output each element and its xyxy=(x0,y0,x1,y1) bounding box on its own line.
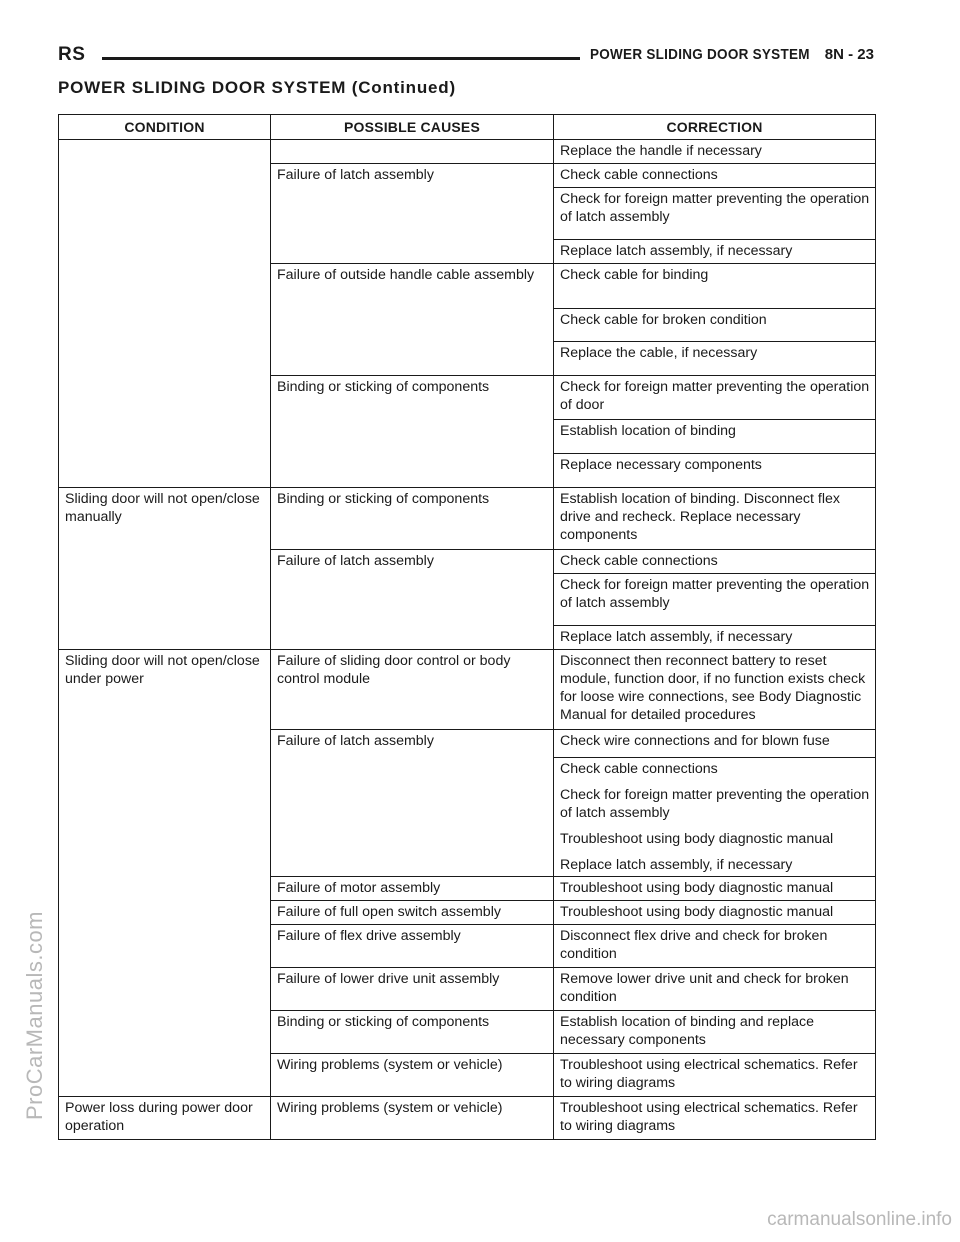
cause-cell: Binding or sticking of components xyxy=(271,1011,554,1054)
cause-cell xyxy=(271,140,554,164)
cause-cell: Failure of full open switch assembly xyxy=(271,901,554,925)
table-row xyxy=(59,1097,876,1140)
correction-cell: Check for foreign matter preventing the operation of door xyxy=(554,376,876,420)
correction-cell: Replace the cable, if necessary xyxy=(554,342,876,376)
correction-cell: Troubleshoot using body diagnostic manual xyxy=(554,901,876,925)
section-title: POWER SLIDING DOOR SYSTEM (Continued) xyxy=(58,78,456,97)
watermark-carmanualsonline: carmanualsonline.info xyxy=(767,1209,952,1230)
correction-cell: Replace latch assembly, if necessary xyxy=(554,626,876,650)
cause-cell: Failure of sliding door control or body control module xyxy=(271,650,554,730)
condition-cell xyxy=(59,140,271,488)
column-header-condition: CONDITION xyxy=(59,115,271,140)
page-number: 8N - 23 xyxy=(824,46,874,63)
correction-cell: Check for foreign matter preventing the operation of latch assembly xyxy=(554,784,876,828)
correction-cell: Check wire connections and for blown fuse xyxy=(554,730,876,758)
cause-cell: Failure of flex drive assembly xyxy=(271,925,554,968)
column-header-correction: CORRECTION xyxy=(554,115,876,140)
correction-cell: Check for foreign matter preventing the operation of latch assembly xyxy=(554,574,876,626)
correction-cell: Replace latch assembly, if necessary xyxy=(554,240,876,264)
correction-cell: Establish location of binding xyxy=(554,420,876,454)
page-header xyxy=(58,40,874,70)
correction-cell: Disconnect flex drive and check for broken condition xyxy=(554,925,876,968)
table-header-row xyxy=(59,115,876,140)
correction-cell: Establish location of binding. Disconnect flex drive and recheck. Replace necessary components xyxy=(554,488,876,550)
correction-cell: Replace latch assembly, if necessary xyxy=(554,854,876,877)
correction-cell: Check for foreign matter preventing the operation of latch assembly xyxy=(554,188,876,240)
correction-cell: Establish location of binding and replace necessary components xyxy=(554,1011,876,1054)
condition-cell: Sliding door will not open/close manually xyxy=(59,488,271,650)
cause-cell: Wiring problems (system or vehicle) xyxy=(271,1054,554,1097)
correction-cell: Troubleshoot using electrical schematics. Refer to wiring diagrams xyxy=(554,1054,876,1097)
correction-cell: Check cable for binding xyxy=(554,264,876,309)
header-rule xyxy=(102,57,580,60)
correction-cell: Check cable connections xyxy=(554,758,876,784)
cause-cell: Wiring problems (system or vehicle) xyxy=(271,1097,554,1140)
correction-cell: Remove lower drive unit and check for broken condition xyxy=(554,968,876,1011)
correction-cell: Replace necessary components xyxy=(554,454,876,488)
cause-cell: Failure of outside handle cable assembly xyxy=(271,264,554,376)
correction-cell: Troubleshoot using electrical schematics. Refer to wiring diagrams xyxy=(554,1097,876,1140)
correction-cell: Check cable connections xyxy=(554,164,876,188)
watermark-procarmanuals: ProCarManuals.com xyxy=(22,910,47,1120)
cause-cell: Failure of latch assembly xyxy=(271,550,554,650)
table-row xyxy=(59,140,876,164)
cause-cell: Binding or sticking of components xyxy=(271,376,554,488)
condition-cell: Power loss during power door operation xyxy=(59,1097,271,1140)
correction-cell: Replace the handle if necessary xyxy=(554,140,876,164)
cause-cell: Failure of latch assembly xyxy=(271,730,554,877)
header-title: POWER SLIDING DOOR SYSTEM xyxy=(590,46,810,63)
cause-cell: Binding or sticking of components xyxy=(271,488,554,550)
header-vehicle-code: RS xyxy=(58,44,86,65)
condition-cell: Sliding door will not open/close under power xyxy=(59,650,271,1097)
cause-cell: Failure of latch assembly xyxy=(271,164,554,264)
table-row xyxy=(59,488,876,550)
diagnosis-table xyxy=(58,114,876,1140)
correction-cell: Check cable for broken condition xyxy=(554,309,876,342)
correction-cell: Troubleshoot using body diagnostic manual xyxy=(554,877,876,901)
cause-cell: Failure of motor assembly xyxy=(271,877,554,901)
table-row xyxy=(59,650,876,730)
correction-cell: Troubleshoot using body diagnostic manual xyxy=(554,828,876,854)
column-header-causes: POSSIBLE CAUSES xyxy=(271,115,554,140)
correction-cell: Disconnect then reconnect battery to reset module, function door, if no function exists check for loose wire connections, see Body Diagnostic Manual for detailed procedures xyxy=(554,650,876,730)
correction-cell: Check cable connections xyxy=(554,550,876,574)
cause-cell: Failure of lower drive unit assembly xyxy=(271,968,554,1011)
